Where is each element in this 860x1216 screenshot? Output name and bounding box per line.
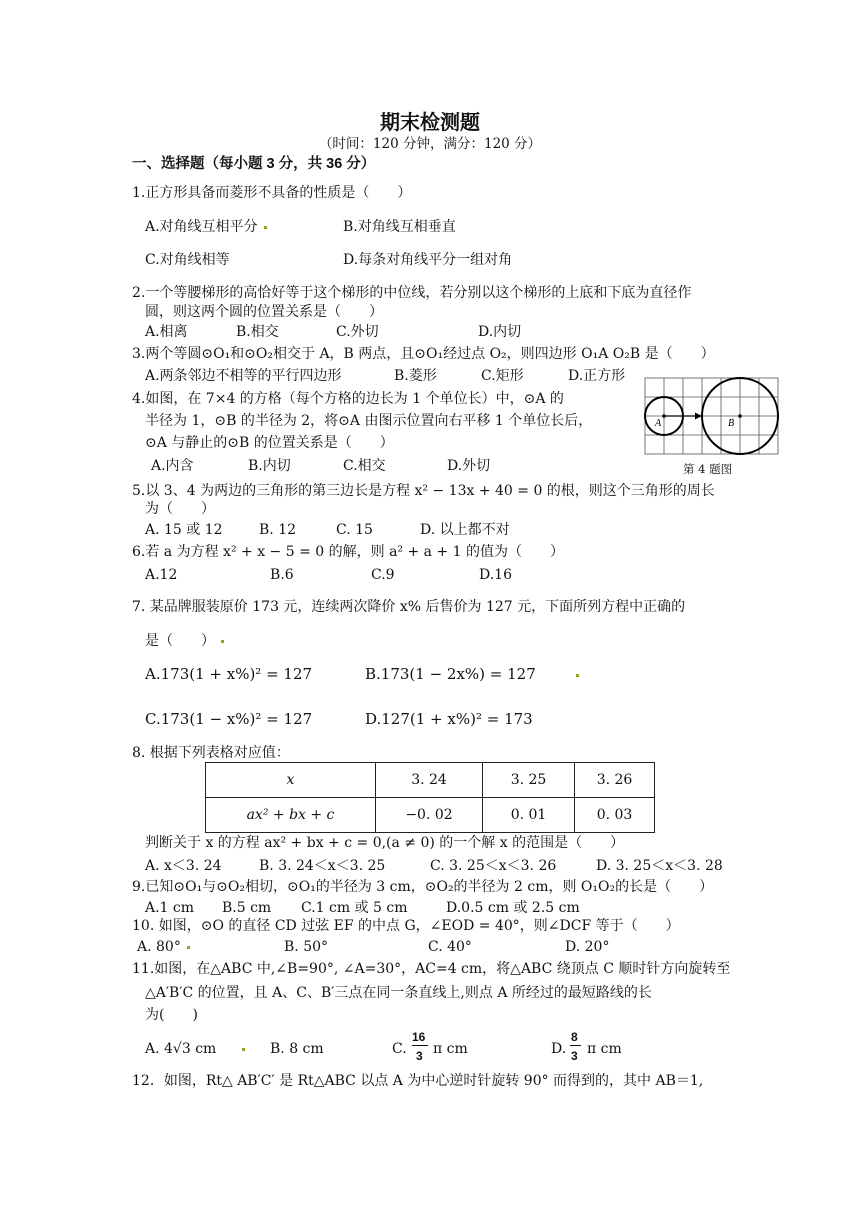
speck-mark — [576, 674, 579, 677]
q11-option-a: A. 4√3 cm — [145, 1040, 245, 1058]
option-unit: π cm — [433, 1041, 468, 1057]
q5-stem-line2: 为（ ） — [145, 501, 215, 517]
q2-stem-line2: 圆，则这两个圆的位置关系是（ ） — [145, 304, 383, 320]
fraction-numerator: 16 — [412, 1030, 426, 1044]
q8-option-b: B. 3. 24＜x＜3. 25 — [259, 858, 386, 874]
q4-grid-figure — [644, 376, 782, 456]
fraction-denominator: 3 — [416, 1049, 423, 1063]
q7-option-d: D.127(1 + x%)² = 173 — [365, 710, 533, 728]
q11-stem-line3: 为( ) — [145, 1007, 198, 1023]
table-cell: 3. 26 — [575, 763, 655, 798]
q4-option-d: D.外切 — [447, 458, 491, 474]
table-row — [206, 763, 655, 798]
q6-option-d: D.16 — [479, 567, 512, 583]
q8-option-d: D. 3. 25＜x＜3. 28 — [596, 858, 723, 874]
option-letter: D. — [551, 1041, 567, 1057]
q5-option-b: B. 12 — [259, 522, 297, 538]
q8-stem: 8. 根据下列表格对应值： — [132, 745, 290, 761]
fraction-bar — [412, 1045, 428, 1046]
q1-option-d: D.每条对角线平分一组对角 — [343, 252, 513, 268]
q8-value-table — [205, 762, 655, 833]
q4-option-c: C.相交 — [343, 458, 386, 474]
q4-option-a: A.内含 — [151, 458, 194, 474]
q12-stem: 12．如图，Rt△ AB′C′ 是 Rt△ABC 以点 A 为中心逆时针旋转 90° 而得到的，其中 AB＝1, — [132, 1073, 704, 1089]
table-cell: −0. 02 — [376, 798, 483, 833]
q2-option-d: D.内切 — [478, 324, 522, 340]
q10-option-b: B. 50° — [284, 939, 329, 955]
fraction-bar — [570, 1045, 581, 1046]
q5-option-d: D. 以上都不对 — [420, 522, 510, 538]
speck-mark — [242, 1048, 245, 1051]
q6-option-c: C.9 — [371, 567, 395, 583]
fraction-denominator: 3 — [571, 1049, 578, 1063]
q9-option-a: A.1 cm — [145, 900, 195, 916]
q10-option-d: D. 20° — [565, 939, 610, 955]
q3-option-a: A.两条邻边不相等的平行四边形 — [145, 368, 342, 384]
q1-stem: 1.正方形具备而菱形不具备的性质是（ ） — [132, 185, 412, 201]
q4-figure-caption: 第 4 题图 — [683, 462, 733, 476]
page-title: 期末检测题 — [380, 110, 480, 134]
q10-stem: 10. 如图，⊙O 的直径 CD 过弦 EF 的中点 G，∠EOD = 40°，则∠DCF 等于（ ） — [132, 918, 680, 934]
q3-stem: 3.两个等圆⊙O₁和⊙O₂相交于 A，B 两点，且⊙O₁经过点 O₂，则四边形 O₁A O₂B 是（ ） — [132, 346, 715, 362]
q6-option-a: A.12 — [145, 567, 178, 583]
q11-stem-line1: 11.如图，在△ABC 中,∠B=90°, ∠A=30°，AC=4 cm，将△ABC 绕顶点 C 顺时针方向旋转至 — [132, 961, 731, 977]
q7-option-a: A.173(1 + x%)² = 127 — [145, 665, 313, 683]
q3-option-c: C.矩形 — [481, 368, 524, 384]
table-cell: 0. 03 — [575, 798, 655, 833]
q5-stem-line1: 5.以 3、4 为两边的三角形的第三边长是方程 x² − 13x + 40 = 0 的根，则这个三角形的周长 — [132, 483, 715, 499]
exam-info: （时间：120 分钟，满分：120 分） — [318, 136, 542, 152]
q1-option-b: B.对角线互相垂直 — [343, 219, 456, 235]
q2-option-a: A.相离 — [145, 324, 188, 340]
arrow-head-icon — [695, 413, 702, 420]
q7-option-c: C.173(1 − x%)² = 127 — [145, 710, 313, 728]
q3-option-b: B.菱形 — [394, 368, 437, 384]
q3-option-d: D.正方形 — [568, 368, 626, 384]
q1-option-a: A.对角线互相平分 — [145, 218, 267, 236]
q11-stem-line2: △A′B′C 的位置，且 A、C、B′三点在同一条直线上,则点 A 所经过的最短路线的长 — [145, 985, 652, 1001]
q6-stem: 6.若 a 为方程 x² + x − 5 = 0 的解，则 a² + a + 1 的值为（ ） — [132, 544, 564, 560]
center-b-dot — [738, 414, 742, 418]
q7-stem-line2: 是（ ） — [145, 632, 224, 650]
q9-option-b: B.5 cm — [222, 900, 272, 916]
q9-option-d: D.0.5 cm 或 2.5 cm — [446, 900, 580, 916]
option-unit: π cm — [587, 1041, 622, 1057]
label-b: B — [728, 418, 735, 429]
speck-mark — [221, 640, 224, 643]
q11-option-b: B. 8 cm — [270, 1041, 324, 1057]
option-letter: C. — [392, 1041, 407, 1057]
q5-option-a: A. 15 或 12 — [145, 522, 223, 538]
q8-judge-text: 判断关于 x 的方程 ax² + bx + c = 0,(a ≠ 0) 的一个解 x 的范围是（ ） — [145, 835, 625, 851]
center-a-dot — [662, 414, 666, 418]
table-row — [206, 798, 655, 833]
q8-option-c: C. 3. 25＜x＜3. 26 — [430, 858, 557, 874]
q9-stem: 9.已知⊙O₁与⊙O₂相切，⊙O₁的半径为 3 cm，⊙O₂的半径为 2 cm，则 O₁O₂的长是（ ） — [132, 879, 714, 895]
q4-option-b: B.内切 — [248, 458, 291, 474]
fraction-numerator: 8 — [571, 1030, 578, 1044]
q7-option-b: B.173(1 − 2x%) = 127 — [365, 665, 579, 683]
q2-stem-line1: 2.一个等腰梯形的高恰好等于这个梯形的中位线，若分别以这个梯形的上底和下底为直径作 — [132, 285, 692, 301]
q8-option-a: A. x＜3. 24 — [145, 858, 222, 874]
table-cell: 0. 01 — [483, 798, 575, 833]
table-cell: 3. 25 — [483, 763, 575, 798]
table-cell: ax² + bx + c — [206, 798, 376, 833]
speck-mark — [264, 226, 267, 229]
section-heading: 一、选择题（每小题 3 分，共 36 分） — [132, 156, 376, 172]
q10-option-a: A. 80° — [137, 938, 190, 956]
q4-stem-line3: ⊙A 与静止的⊙B 的位置关系是（ ） — [145, 435, 394, 451]
q7-stem-line1: 7. 某品牌服装原价 173 元，连续两次降价 x% 后售价为 127 元，下面所列方程中正确的 — [132, 599, 686, 615]
q9-option-c: C.1 cm 或 5 cm — [301, 900, 408, 916]
table-cell: 3. 24 — [376, 763, 483, 798]
q5-option-c: C. 15 — [336, 522, 373, 538]
table-cell: x — [206, 763, 376, 798]
speck-mark — [187, 946, 190, 949]
q1-option-c: C.对角线相等 — [145, 252, 230, 268]
label-a: A — [655, 418, 662, 429]
q4-stem-line1: 4.如图，在 7×4 的方格（每个方格的边长为 1 个单位长）中，⊙A 的 — [132, 391, 564, 407]
q2-option-c: C.外切 — [336, 324, 379, 340]
q2-option-b: B.相交 — [236, 324, 279, 340]
q4-stem-line2: 半径为 1，⊙B 的半径为 2，将⊙A 由图示位置向右平移 1 个单位长后， — [145, 413, 593, 429]
q10-option-c: C. 40° — [428, 939, 472, 955]
q6-option-b: B.6 — [270, 567, 294, 583]
